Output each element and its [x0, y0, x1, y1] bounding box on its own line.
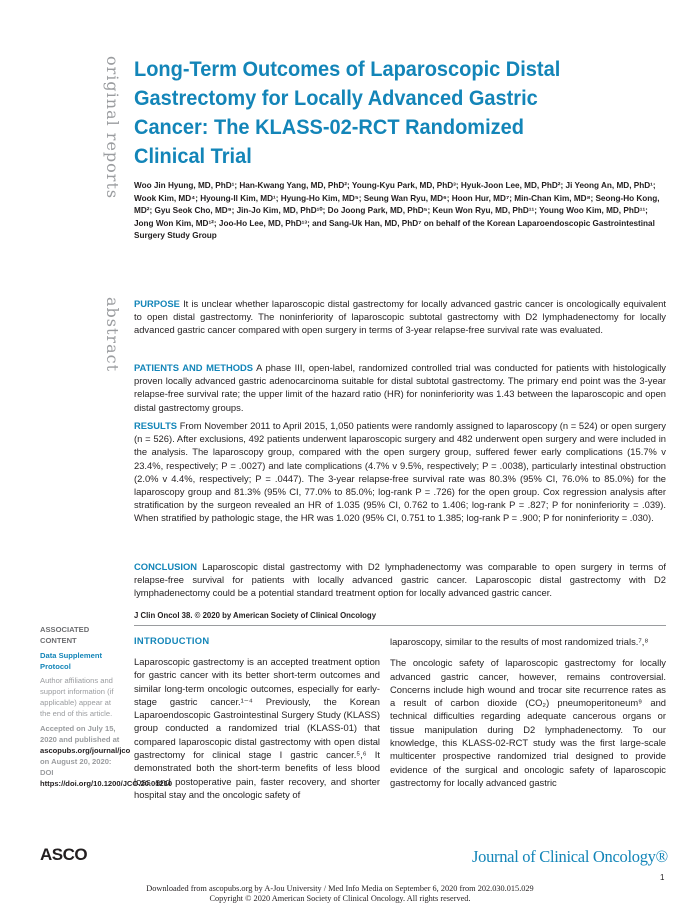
divider: [134, 625, 666, 626]
methods-heading: PATIENTS AND METHODS: [134, 362, 254, 373]
results-text: From November 2011 to April 2015, 1,050 patients were randomly assigned to laparoscopy (n = 524) or open surgery (n = 526). After exclusions, 492 patients underwent laparoscopic surgery and 482 underwent open surgery and were included in the analysis. The laparoscopy group, compared with the open surgery group, suffered fewer early complications (15.7% v 23.4%, respectively; P = .0027) and late complications (4.7% v 9.5%, respectively; P = .0038), particularly intestinal obstruction (2.0% v 4.4%, respectively; P = .0447). The 3-year relapse-free survival rate was 80.3% (95% CI, 76.0% to 85.0%) for the laparoscopy group and 81.3% (95% CI, 77.0% to 85.0%; log-rank P = .726) for the open group. Cox regression analysis after stratification by the surgeon revealed an HR of 1.035 (95% CI, 0.762 to 1.406; log-rank P = .827; P for noninferiority = .039). When stratified by pathologic stage, the HR was 1.020 (95% CI, 0.751 to 1.385; log-rank P = .900; P for noninferiority = .030).: [134, 420, 666, 524]
abstract-purpose: [134, 297, 666, 337]
author-list: Woo Jin Hyung, MD, PhD¹; Han-Kwang Yang, MD, PhD²; Young-Kyu Park, MD, PhD³; Hyuk-Joon Lee, MD, PhD²; Ji Yeong An, MD, PhD¹; Wook Kim, MD⁴; Hyoung-Il Kim, MD¹; Hyung-Ho Kim, MD⁵; Seung Wan Ryu, MD⁶; Hoon Hur, MD⁷; Min-Chan Kim, MD⁸; Seong-Ho Kong, MD²; Gyu Seok Cho, MD⁹; Jin-Jo Kim, MD, PhD¹⁰; Do Joong Park, MD, PhD⁵; Keun Won Ryu, MD, PhD¹¹; Young Woo Kim, MD, PhD¹¹; Jong Won Kim, MD¹²; Joo-Ho Lee, MD, PhD¹³; and Sang-Uk Han, MD, PhD⁷ on behalf of the Korean Laparoendoscopic Gastrointestinal Surgery Study Group: [134, 181, 660, 240]
page-number: 1: [660, 873, 665, 882]
download-footer: [0, 884, 680, 904]
body-column-right: [390, 635, 666, 789]
copyright-notice: Copyright © 2020 American Society of Clinical Oncology. All rights reserved.: [209, 894, 471, 903]
introduction-heading: INTRODUCTION: [134, 635, 210, 646]
paragraph: The oncologic safety of laparoscopic gastrectomy for locally advanced gastric cancer, however, remains controversial. Concerns include high wound and trocar site recurrence rates as a result of carbon dioxide (CO₂) pneumoperitoneum⁹ and technical difficulties regarding adequate cancerous organs or tissue manipulation during D2 lymphadenectomy. To our knowledge, this KLASS-02-RCT study was the first large-scale multicenter prospective randomized trial designed to provide evidence of the surgical and oncologic safety of laparoscopic gastrectomy for locally advanced gastric: [390, 657, 666, 788]
journal-citation: J Clin Oncol 38. © 2020 by American Society of Clinical Oncology: [134, 611, 377, 620]
journal-logo: Journal of Clinical Oncology®: [472, 847, 668, 866]
body-column-left: Laparoscopic gastrectomy is an accepted treatment option for gastric cancer with its better short-term outcomes and similar long-term oncologic outcomes, especially for early-stage gastric cancer.¹⁻⁴ Previously, the Korean Laparoendoscopic Gastrointestinal Surgery Study (KLASS) group conducted a randomized trial (KLASS-01) that compared laparoscopic distal gastrectomy with open distal gastrectomy for clinical stage I gastric cancer.⁵,⁶ It demonstrated both the short-term benefits of less blood loss and postoperative pain, faster recovery, and shorter hospital stay and the oncologic safety of: [134, 656, 380, 800]
journal-url-link[interactable]: ascopubs.org/journal/jco: [40, 746, 131, 755]
accepted-date: Accepted on July 15, 2020 and published at: [40, 724, 120, 744]
doi-link[interactable]: https://doi.org/10.1200/JCO.20.01210: [40, 779, 173, 788]
section-label-original-reports: original reports: [103, 56, 122, 200]
published-date: on August 20, 2020: DOI: [40, 757, 112, 777]
publication-info: [40, 723, 173, 789]
abstract-methods: [134, 361, 666, 414]
affiliations-note: Author affiliations and support information (if applicable) appear at the end of this article.: [40, 676, 114, 718]
abstract-conclusion: [134, 560, 666, 600]
conclusion-heading: CONCLUSION: [134, 561, 198, 572]
purpose-text: It is unclear whether laparoscopic distal gastrectomy for locally advanced gastric cancer is oncologically equivalent to open distal gastrectomy. The noninferiority of laparoscopic subtotal gastrectomy with D2 lymphadenectomy for locally advanced gastric cancer compared with open surgery in terms of 3-year relapse-free survival rate was evaluated.: [134, 298, 667, 336]
abstract-results: [134, 419, 666, 525]
article-title: Long-Term Outcomes of Laparoscopic Distal Gastrectomy for Locally Advanced Gastric Cancer: The KLASS-02-RCT Randomized Clinical Trial: [134, 57, 561, 168]
conclusion-text: Laparoscopic distal gastrectomy with D2 lymphadenectomy was comparable to open surgery in terms of relapse-free survival for patients with locally advanced gastric cancer. Laparoscopic distal gastrectomy with D2 lymphadenectomy could be a potential standard treatment option for locally advanced gastric cancer.: [134, 561, 667, 599]
asco-logo: ASCO: [40, 845, 88, 864]
associated-content-heading: ASSOCIATED CONTENT: [40, 625, 90, 645]
purpose-heading: PURPOSE: [134, 298, 180, 309]
section-label-abstract: abstract: [103, 297, 122, 372]
data-supplement-link[interactable]: Data Supplement Protocol: [40, 651, 103, 671]
paragraph: laparoscopy, similar to the results of most randomized trials.⁷,⁸: [390, 636, 649, 647]
download-notice: Downloaded from ascopubs.org by A-Jou University / Med Info Media on September 6, 2020 from 202.030.015.029: [146, 884, 534, 893]
methods-text: A phase III, open-label, randomized controlled trial was conducted for patients with histologically proven locally advanced gastric adenocarcinoma suitable for distal subtotal gastrectomy. The primary end point was the 3-year relapse-free survival rate; the upper limit of the hazard ratio (HR) for noninferiority was 1.43 between the laparoscopic and open distal gastrectomy groups.: [134, 362, 666, 413]
results-heading: RESULTS: [134, 420, 178, 431]
